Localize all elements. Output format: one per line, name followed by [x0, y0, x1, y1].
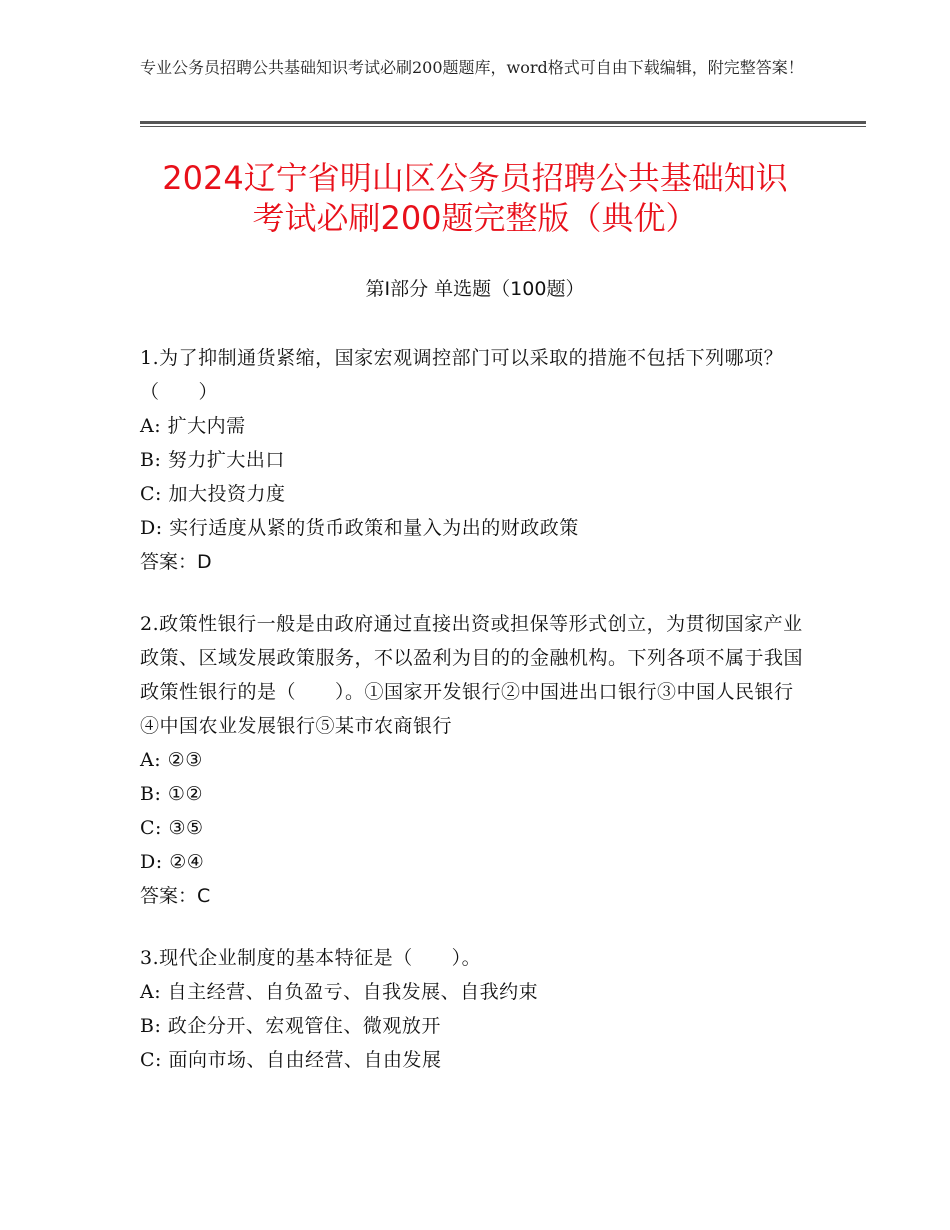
- option-letter: C:: [140, 483, 162, 505]
- option-letter: C:: [140, 817, 162, 839]
- option-c: [140, 477, 810, 511]
- option-text: ③⑤: [168, 817, 204, 839]
- option-text: ②③: [167, 749, 203, 771]
- header-note: 专业公务员招聘公共基础知识考试必刷200题题库，word格式可自由下载编辑，附完整答案！: [140, 58, 804, 77]
- option-letter: D:: [140, 517, 163, 539]
- option-text: 加大投资力度: [168, 483, 286, 505]
- option-c: [140, 811, 810, 845]
- question-1: [140, 341, 810, 579]
- option-letter: A:: [140, 415, 162, 437]
- option-text: ①②: [167, 783, 203, 805]
- option-b: [140, 443, 810, 477]
- option-text: 面向市场、自由经营、自由发展: [168, 1049, 442, 1071]
- option-c: [140, 1043, 810, 1077]
- option-text: 政企分开、宏观管住、微观放开: [167, 1015, 441, 1037]
- document-title: [0, 158, 950, 238]
- document-title-line-2: 考试必刷200题完整版（典优）: [252, 199, 698, 237]
- option-b: [140, 777, 810, 811]
- option-letter: C:: [140, 1049, 162, 1071]
- question-stem: 2.政策性银行一般是由政府通过直接出资或担保等形式创立，为贯彻国家产业政策、区域发展政策服务，不以盈利为目的的金融机构。下列各项不属于我国政策性银行的是（ ）。①国家开发银行②中国进出口银行③中国人民银行④中国农业发展银行⑤某市农商银行: [140, 613, 804, 737]
- option-d: [140, 845, 810, 879]
- question-list: [140, 341, 810, 1105]
- option-letter: D:: [140, 851, 163, 873]
- option-d: [140, 511, 810, 545]
- answer-line: 答案：C: [140, 885, 211, 907]
- header-divider-thin: [140, 126, 866, 127]
- question-stem: 3.现代企业制度的基本特征是（ ）。: [140, 947, 482, 969]
- section-heading: 第Ⅰ部分 单选题（100题）: [365, 278, 585, 300]
- option-letter: A:: [140, 749, 162, 771]
- option-text: 努力扩大出口: [167, 449, 285, 471]
- option-b: [140, 1009, 810, 1043]
- document-title-line-1: 2024辽宁省明山区公务员招聘公共基础知识: [162, 159, 788, 197]
- option-letter: B:: [140, 449, 162, 471]
- option-letter: B:: [140, 783, 162, 805]
- question-stem: 1.为了抑制通货紧缩，国家宏观调控部门可以采取的措施不包括下列哪项？（ ）: [140, 347, 784, 403]
- question-3: [140, 941, 810, 1077]
- option-text: 扩大内需: [167, 415, 246, 437]
- option-text: 实行适度从紧的货币政策和量入为出的财政政策: [169, 517, 579, 539]
- option-text: ②④: [169, 851, 205, 873]
- option-letter: A:: [140, 981, 162, 1003]
- option-a: [140, 975, 810, 1009]
- option-a: [140, 743, 810, 777]
- option-letter: B:: [140, 1015, 162, 1037]
- answer-line: 答案：D: [140, 551, 212, 573]
- header-divider-thick: [140, 121, 866, 124]
- question-2: [140, 607, 810, 913]
- option-text: 自主经营、自负盈亏、自我发展、自我约束: [167, 981, 539, 1003]
- option-a: [140, 409, 810, 443]
